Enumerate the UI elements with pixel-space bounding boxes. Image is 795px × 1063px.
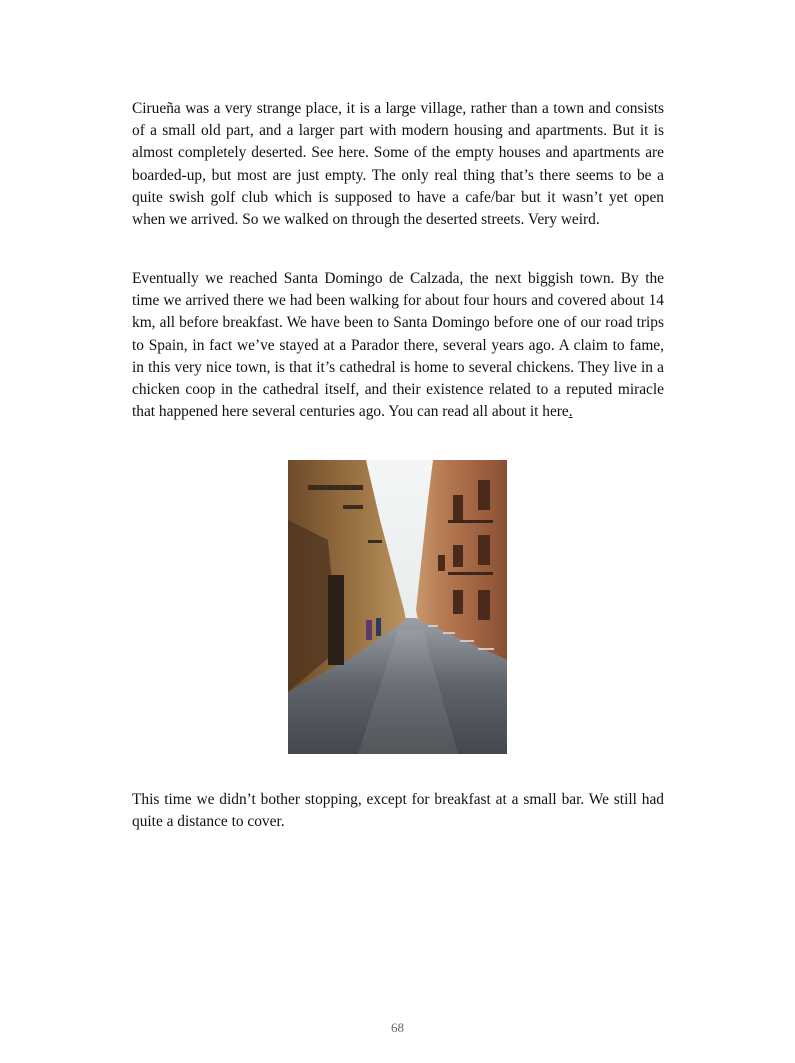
paragraph-3-text: This time we didn’t bother stopping, except for breakfast at a small bar. We still had quite a distance to cover. bbox=[132, 791, 664, 831]
page-number: 68 bbox=[391, 1020, 404, 1035]
paragraph-breakfast bbox=[132, 789, 664, 833]
street-photo-image bbox=[288, 460, 507, 754]
paragraph-ciruena bbox=[132, 98, 664, 231]
paragraph-1-text: Cirueña was a very strange place, it is a large village, rather than a town and consists of a small old part, and a larger part with modern housing and apartments. But it is almost completely deserted. See here. Some of the empty houses and apartments are boarded-up, but most are just empty. The only real thing that’s there seems to be a quite swish golf club which is supposed to have a cafe/bar but it wasn’t yet open when we arrived. So we walked on through the deserted streets. Very weird. bbox=[132, 100, 664, 229]
paragraph-2-text: Eventually we reached Santa Domingo de Calzada, the next biggish town. By the time we arrived there we had been walking for about four hours and covered about 14 km, all before breakfast. We have been to Santa Domingo before one of our road trips to Spain, in fact we’ve stayed at a Parador there, several years ago. A claim to fame, in this very nice town, is that it’s cathedral is home to several chickens. They live in a chicken coop in the cathedral itself, and their existence related to a reputed miracle that happened here several centuries ago. You can read all about it here bbox=[132, 270, 664, 421]
street-photo bbox=[288, 460, 507, 754]
read-more-link[interactable]: . bbox=[568, 403, 573, 421]
paragraph-santo-domingo bbox=[132, 268, 664, 423]
